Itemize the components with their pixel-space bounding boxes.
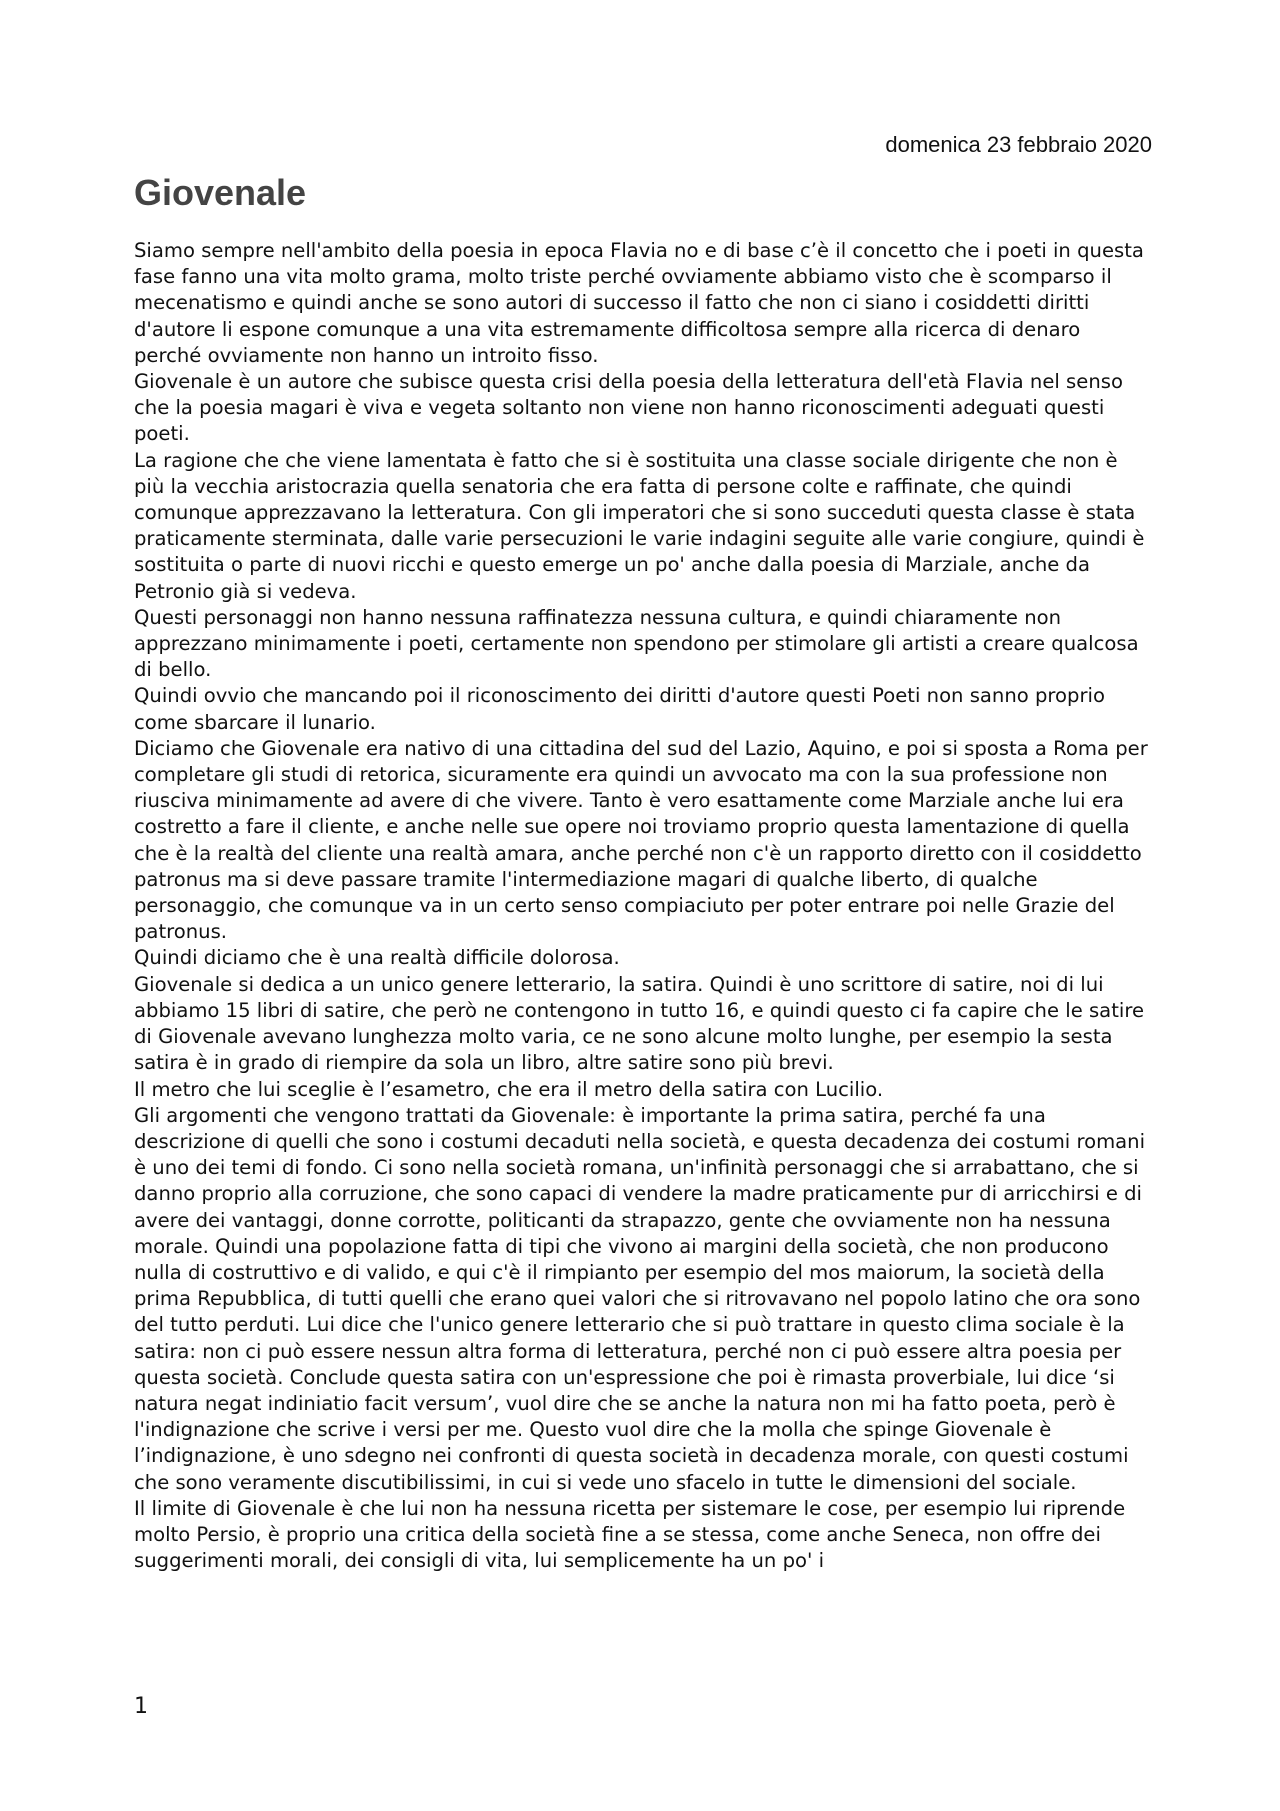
document-date: domenica 23 febbraio 2020: [885, 132, 1152, 157]
page-number: 1: [134, 1694, 148, 1719]
document-body: [134, 238, 1152, 1574]
paragraph: Il metro che lui sceglie è l’esametro, che era il metro della satira con Lucilio.: [134, 1077, 884, 1101]
paragraph: La ragione che che viene lamentata è fatto che si è sostituita una classe sociale dirigente che non è più la vecchia aristocrazia quella senatoria che era fatta di persone colte e raffinate, che quindi comunque apprezzavano la letteratura. Con gli imperatori che si sono succeduti questa classe è stata praticamente sterminata, dalle varie persecuzioni le varie indagini seguite alle varie congiure, quindi è sostituita o parte di nuovi ricchi e questo emerge un po' anche dalla poesia di Marziale, anche da Petronio già si vedeva.: [134, 448, 1145, 603]
paragraph: Quindi diciamo che è una realtà difficile dolorosa.: [134, 946, 620, 970]
paragraph: Il limite di Giovenale è che lui non ha nessuna ricetta per sistemare le cose, per esempio lui riprende molto Persio, è proprio una critica della società fine a se stessa, come anche Seneca, non offre dei suggerimenti morali, dei consigli di vita, lui semplicemente ha un po' i: [134, 1496, 1126, 1573]
paragraph: Giovenale è un autore che subisce questa crisi della poesia della letteratura dell'età Flavia nel senso che la poesia magari è viva e vegeta soltanto non viene non hanno riconoscimenti adeguati questi poeti.: [134, 370, 1123, 446]
document-title: Giovenale: [134, 172, 307, 213]
paragraph: Quindi ovvio che mancando poi il riconoscimento dei diritti d'autore questi Poeti non sanno proprio come sbarcare il lunario.: [134, 684, 1105, 734]
paragraph: Diciamo che Giovenale era nativo di una cittadina del sud del Lazio, Aquino, e poi si sposta a Roma per completare gli studi di retorica, sicuramente era quindi un avvocato ma con la sua professione non riusciva minimamente ad avere di che vivere. Tanto è vero esattamente come Marziale anche lui era costretto a fare il cliente, e anche nelle sue opere noi troviamo proprio questa lamentazione di quella che è la realtà del cliente una realtà amara, anche perché non c'è un rapporto diretto con il cosiddetto patronus ma si deve passare tramite l'intermediazione magari di qualche liberto, di qualche personaggio, che comunque va in un certo senso compiaciuto per poter entrare poi nelle Grazie del patronus.: [134, 736, 1148, 944]
paragraph: Giovenale si dedica a un unico genere letterario, la satira. Quindi è uno scrittore di satire, noi di lui abbiamo 15 libri di satire, che però ne contengono in tutto 16, e quindi questo ci fa capire che le satire di Giovenale avevano lunghezza molto varia, ce ne sono alcune molto lunghe, per esempio la sesta satira è in grado di riempire da sola un libro, altre satire sono più brevi.: [134, 972, 1144, 1075]
paragraph: Questi personaggi non hanno nessuna raffinatezza nessuna cultura, e quindi chiaramente non apprezzano minimamente i poeti, certamente non spendono per stimolare gli artisti a creare qualcosa di bello.: [134, 605, 1139, 682]
paragraph: Siamo sempre nell'ambito della poesia in epoca Flavia no e di base c’è il concetto che i poeti in questa fase fanno una vita molto grama, molto triste perché ovviamente abbiamo visto che è scomparso il mecenatismo e quindi anche se sono autori di successo il fatto che non ci siano i cosiddetti diritti d'autore li espone comunque a una vita estremamente difficoltosa sempre alla ricerca di denaro perché ovviamente non hanno un introito fisso.: [134, 239, 1144, 367]
paragraph: Gli argomenti che vengono trattati da Giovenale: è importante la prima satira, perché fa una descrizione di quelli che sono i costumi decaduti nella società, e questa decadenza dei costumi romani è uno dei temi di fondo. Ci sono nella società romana, un'infinità personaggi che si arrabattano, che si danno proprio alla corruzione, che sono capaci di vendere la madre praticamente pur di arricchirsi e di avere dei vantaggi, donne corrotte, politicanti da strapazzo, gente che ovviamente non ha nessuna morale. Quindi una popolazione fatta di tipi che vivono ai margini della società, che non producono nulla di costruttivo e di valido, e qui c'è il rimpianto per esempio del mos maiorum, la società della prima Repubblica, di tutti quelli che erano quei valori che si ritrovavano nel popolo latino che ora sono del tutto perduti. Lui dice che l'unico genere letterario che si può trattare in questo clima sociale è la satira: non ci può essere nessun altra forma di letteratura, perché non ci può essere altra poesia per questa società. Conclude questa satira con un'espressione che poi è rimasta proverbiale, lui dice ‘si natura negat indiniatio facit versum’, vuol dire che se anche la natura non mi ha fatto poeta, però è l'indignazione che scrive i versi per me. Questo vuol dire che la molla che spinge Giovenale è l’indignazione, è uno sdegno nei confronti di questa società in decadenza morale, con questi costumi che sono veramente discutibilissimi, in cui si vede uno sfacelo in tutte le dimensioni del sociale.: [134, 1103, 1146, 1494]
